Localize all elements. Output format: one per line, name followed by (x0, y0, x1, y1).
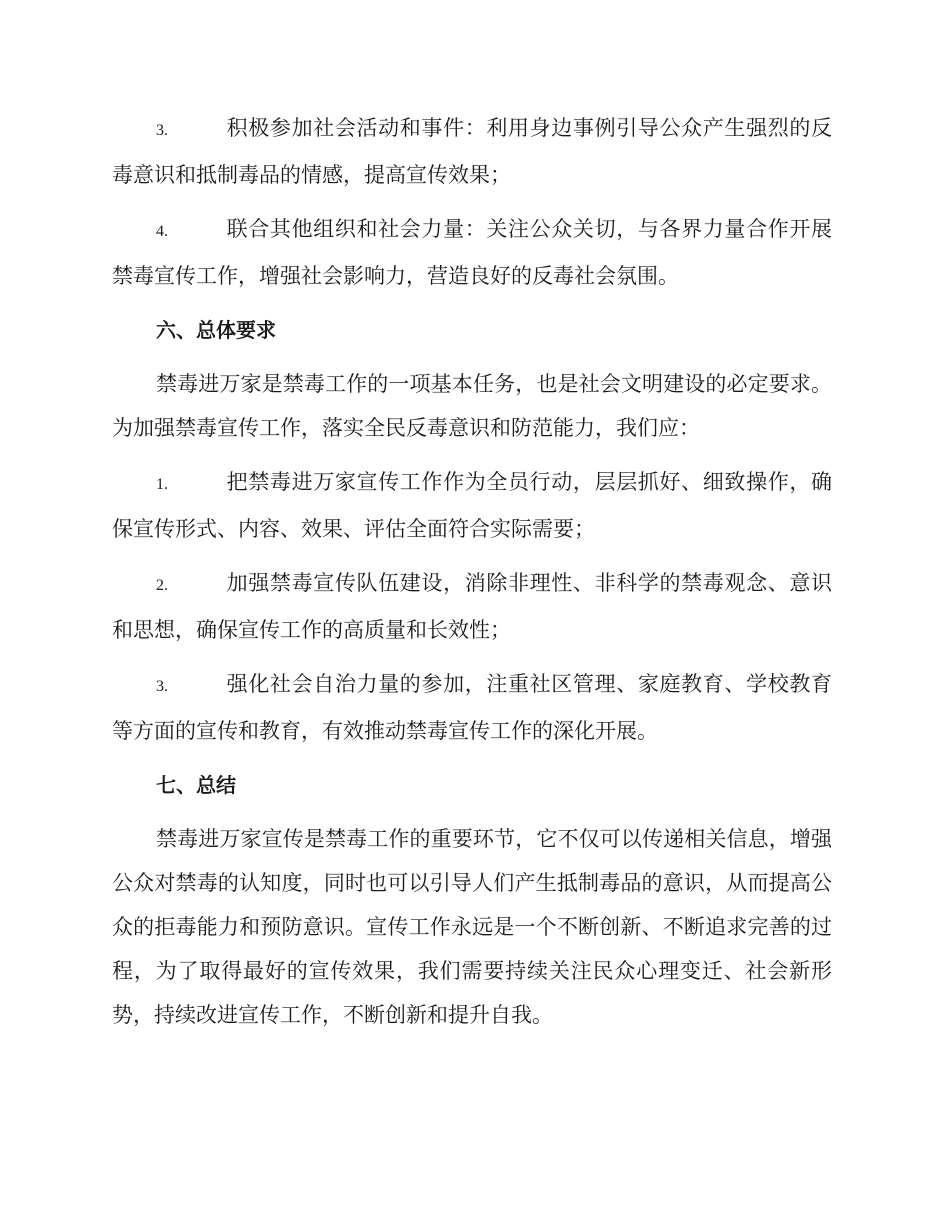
document-page (112, 106, 832, 1047)
item-number: 1. (156, 476, 168, 493)
section-6-intro: 禁毒进万家是禁毒工作的一项基本任务，也是社会文明建设的必定要求。为加强禁毒宣传工作，落实全民反毒意识和防范能力，我们应： (112, 372, 832, 440)
section-heading-6: 六、总体要求 (156, 318, 276, 342)
list-item (112, 207, 832, 298)
list-item (112, 561, 832, 652)
list-item (112, 106, 832, 197)
item-text: 加强禁毒宣传队伍建设，消除非理性、非科学的禁毒观念、意识和思想，确保宣传工作的高质量和长效性； (112, 571, 832, 642)
list-item (112, 460, 832, 551)
section-7-body: 禁毒进万家宣传是禁毒工作的重要环节，它不仅可以传递相关信息，增强公众对禁毒的认知度，同时也可以引导人们产生抵制毒品的意识，从而提高公众的拒毒能力和预防意识。宣传工作永远是一个不断创新、不断追求完善的过程，为了取得最好的宣传效果，我们需要持续关注民众心理变迁、社会新形势，持续改进宣传工作，不断创新和提升自我。 (112, 827, 832, 1027)
section-heading-7: 七、总结 (156, 773, 236, 797)
item-number: 3. (156, 678, 168, 695)
item-number: 3. (156, 122, 168, 139)
item-text: 积极参加社会活动和事件：利用身边事例引导公众产生强烈的反毒意识和抵制毒品的情感，提高宣传效果； (112, 116, 832, 187)
list-item (112, 662, 832, 753)
item-number: 2. (156, 577, 168, 594)
item-text: 强化社会自治力量的参加，注重社区管理、家庭教育、学校教育等方面的宣传和教育，有效推动禁毒宣传工作的深化开展。 (112, 672, 832, 743)
item-number: 4. (156, 223, 168, 240)
item-text: 联合其他组织和社会力量：关注公众关切，与各界力量合作开展禁毒宣传工作，增强社会影响力，营造良好的反毒社会氛围。 (112, 217, 832, 288)
item-text: 把禁毒进万家宣传工作作为全员行动，层层抓好、细致操作，确保宣传形式、内容、效果、评估全面符合实际需要； (112, 470, 832, 541)
